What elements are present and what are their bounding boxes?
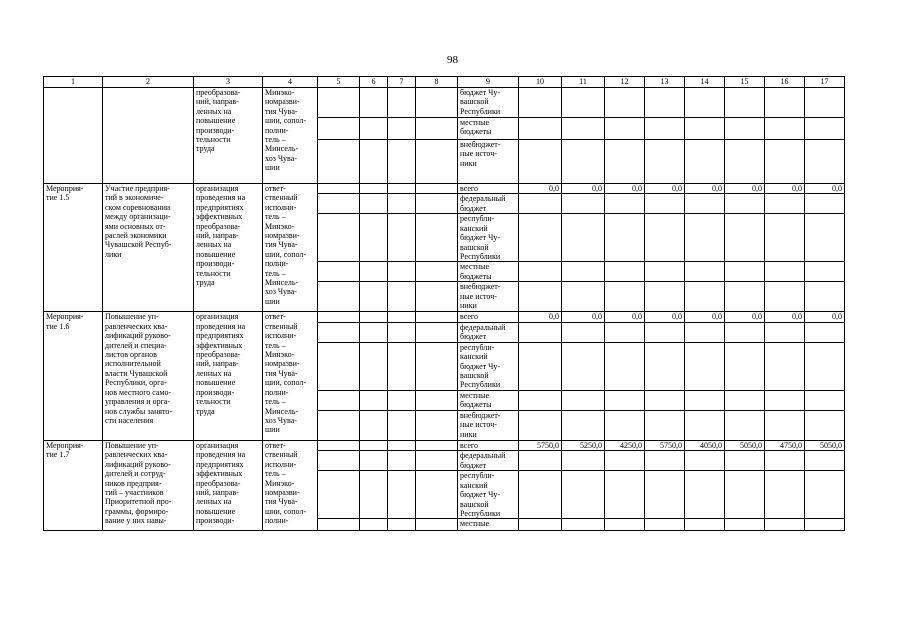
empty-cell (318, 118, 360, 140)
funding-amount-cell (765, 410, 805, 440)
funding-amount-cell (519, 262, 562, 282)
column-number: 6 (360, 77, 388, 88)
funding-amount-cell: 0,0 (605, 184, 645, 194)
funding-amount-cell (519, 282, 562, 312)
funding-amount-cell: 4050,0 (685, 440, 725, 450)
funding-amount-cell (805, 194, 845, 214)
funding-amount-cell (519, 519, 562, 531)
funding-amount-cell (725, 194, 765, 214)
funding-amount-cell (519, 322, 562, 342)
funding-amount-cell: 4250,0 (605, 440, 645, 450)
empty-cell (318, 410, 360, 440)
funding-amount-cell (805, 519, 845, 531)
funding-amount-cell (805, 322, 845, 342)
funding-amount-cell (645, 519, 685, 531)
funding-amount-cell (645, 194, 685, 214)
funding-amount-cell (765, 194, 805, 214)
empty-cell (360, 519, 388, 531)
empty-cell (416, 440, 458, 450)
column-number: 17 (805, 77, 845, 88)
funding-amount-cell (805, 342, 845, 390)
funding-amount-cell: 0,0 (645, 312, 685, 322)
funding-amount-cell (519, 410, 562, 440)
empty-cell (388, 184, 416, 194)
funding-amount-cell: 0,0 (685, 312, 725, 322)
funding-amount-cell (645, 322, 685, 342)
funding-amount-cell (685, 410, 725, 440)
empty-cell (562, 140, 605, 184)
measures-table (43, 76, 845, 531)
measure-executor-cell: Минэко- номразви- тия Чува- шии, сопол- полни- тель – Минсель- хоз Чува- шии (263, 88, 318, 184)
column-number: 14 (685, 77, 725, 88)
funding-source-cell: республи- канский бюджет Чу- вашской Республики (458, 214, 519, 262)
empty-cell (318, 262, 360, 282)
column-number: 11 (562, 77, 605, 88)
funding-amount-cell: 0,0 (605, 312, 645, 322)
funding-amount-cell: 0,0 (765, 312, 805, 322)
funding-amount-cell (765, 322, 805, 342)
empty-cell (519, 118, 562, 140)
funding-amount-cell (562, 342, 605, 390)
funding-amount-cell: 5050,0 (725, 440, 765, 450)
empty-cell (416, 184, 458, 194)
funding-amount-cell (725, 471, 765, 519)
empty-cell (416, 312, 458, 322)
funding-amount-cell (685, 342, 725, 390)
funding-amount-cell (725, 342, 765, 390)
funding-amount-cell (685, 214, 725, 262)
empty-cell (318, 140, 360, 184)
empty-cell (416, 451, 458, 471)
funding-amount-cell (685, 390, 725, 410)
empty-cell (360, 184, 388, 194)
page-number: 98 (447, 54, 458, 66)
funding-amount-cell (725, 410, 765, 440)
funding-source-cell: республи- канский бюджет Чу- вашской Республики (458, 471, 519, 519)
empty-cell (416, 342, 458, 390)
funding-amount-cell: 0,0 (725, 312, 765, 322)
funding-amount-cell (605, 390, 645, 410)
empty-cell (388, 194, 416, 214)
funding-amount-cell: 0,0 (519, 184, 562, 194)
empty-cell (318, 440, 360, 450)
column-number: 3 (194, 77, 263, 88)
funding-amount-cell: 0,0 (562, 312, 605, 322)
funding-amount-cell: 5750,0 (519, 440, 562, 450)
funding-amount-cell (562, 262, 605, 282)
column-number: 16 (765, 77, 805, 88)
measure-label-cell: Мероприя- тие 1.5 (44, 184, 103, 312)
empty-cell (360, 118, 388, 140)
funding-amount-cell (562, 451, 605, 471)
funding-amount-cell (562, 471, 605, 519)
funding-amount-cell (562, 214, 605, 262)
funding-source-cell: внебюджет- ные источ- ники (458, 282, 519, 312)
funding-source-cell: всего (458, 184, 519, 194)
funding-source-cell: местные (458, 519, 519, 531)
empty-cell (388, 519, 416, 531)
funding-amount-cell (805, 262, 845, 282)
funding-amount-cell (605, 262, 645, 282)
funding-amount-cell (645, 342, 685, 390)
funding-amount-cell (725, 519, 765, 531)
funding-amount-cell (605, 194, 645, 214)
empty-cell (645, 140, 685, 184)
measure-name-cell: Повышение уп- равленческих ква- лификаций руково- дителей и сотруд- ников предприя- тий – участников Приоритетной про- граммы, формиро- вание у них навы- (103, 440, 194, 530)
empty-cell (605, 118, 645, 140)
funding-amount-cell (765, 471, 805, 519)
funding-source-cell: местные бюджеты (458, 262, 519, 282)
funding-amount-cell (765, 282, 805, 312)
funding-amount-cell (519, 194, 562, 214)
measure-goal-cell: преобразова- ний, направ- ленных на повышение производи- тельности труда (194, 88, 263, 184)
funding-amount-cell (605, 342, 645, 390)
funding-source-cell: федеральный бюджет (458, 194, 519, 214)
empty-cell (416, 282, 458, 312)
column-number: 8 (416, 77, 458, 88)
empty-cell (318, 322, 360, 342)
funding-amount-cell: 0,0 (725, 184, 765, 194)
funding-amount-cell (645, 390, 685, 410)
continued-row (44, 88, 845, 118)
empty-cell (360, 282, 388, 312)
funding-amount-cell: 0,0 (645, 184, 685, 194)
measure-row (44, 440, 845, 450)
funding-source-cell: местные бюджеты (458, 390, 519, 410)
funding-source-cell: бюджет Чу- вашской Республики (458, 88, 519, 118)
empty-cell (388, 451, 416, 471)
empty-cell (416, 262, 458, 282)
measure-name-cell: Участие предприя- тий в экономиче- ском соревновании между организаци- ями основных от- раслей экономики Чувашской Респуб- лики (103, 184, 194, 312)
funding-amount-cell (685, 519, 725, 531)
funding-amount-cell (519, 451, 562, 471)
empty-cell (388, 390, 416, 410)
column-number: 2 (103, 77, 194, 88)
funding-amount-cell (562, 390, 605, 410)
funding-amount-cell (725, 282, 765, 312)
funding-amount-cell: 5250,0 (562, 440, 605, 450)
empty-cell (416, 194, 458, 214)
empty-cell (685, 140, 725, 184)
funding-source-cell: местные бюджеты (458, 118, 519, 140)
measure-executor-cell: ответ- ственный исполни- тель – Минэко- номразви- тия Чува- шии, сопол- полни- (263, 440, 318, 530)
funding-amount-cell (805, 471, 845, 519)
empty-cell (416, 140, 458, 184)
funding-amount-cell (805, 214, 845, 262)
funding-amount-cell (519, 342, 562, 390)
empty-cell (318, 312, 360, 322)
measure-goal-cell: организация проведения на предприятиях эффективных преобразова- ний, направ- ленных на повышение производи- тельности труда (194, 184, 263, 312)
funding-amount-cell (605, 471, 645, 519)
empty-cell (388, 312, 416, 322)
empty-cell (360, 471, 388, 519)
empty-cell (318, 471, 360, 519)
funding-amount-cell (765, 390, 805, 410)
empty-cell (519, 140, 562, 184)
funding-amount-cell (685, 282, 725, 312)
measure-goal-cell: организация проведения на предприятиях эффективных преобразова- ний, направ- ленных на повышение производи- (194, 440, 263, 530)
funding-amount-cell (605, 519, 645, 531)
funding-amount-cell: 5750,0 (645, 440, 685, 450)
empty-cell (318, 519, 360, 531)
empty-cell (388, 118, 416, 140)
funding-amount-cell (645, 471, 685, 519)
empty-cell (318, 282, 360, 312)
measure-row (44, 184, 845, 194)
empty-cell (416, 118, 458, 140)
column-number: 4 (263, 77, 318, 88)
measure-executor-cell: ответ- ственный исполни- тель – Минэко- номразви- тия Чува- шии, сопол- полни- тель – Минсель- хоз Чува- шии (263, 184, 318, 312)
empty-cell (318, 184, 360, 194)
funding-amount-cell (725, 322, 765, 342)
column-number: 7 (388, 77, 416, 88)
funding-amount-cell (805, 390, 845, 410)
funding-amount-cell (519, 471, 562, 519)
column-number-row (44, 77, 845, 88)
empty-cell (605, 140, 645, 184)
funding-amount-cell: 0,0 (685, 184, 725, 194)
empty-cell (318, 342, 360, 390)
empty-cell (519, 88, 562, 118)
funding-amount-cell (725, 390, 765, 410)
measure-name-cell: Повышение уп- равленческих ква- лификаций руково- дителей и специа- листов органов исполнительной власти Чувашской Республики, орга- нов местного само- управления и орга- нов службы занято- сти населения (103, 312, 194, 440)
empty-cell (685, 118, 725, 140)
funding-amount-cell (765, 262, 805, 282)
empty-cell (388, 410, 416, 440)
column-number: 10 (519, 77, 562, 88)
column-number: 5 (318, 77, 360, 88)
funding-amount-cell: 0,0 (805, 184, 845, 194)
empty-cell (725, 88, 765, 118)
funding-source-cell: всего (458, 440, 519, 450)
funding-amount-cell (685, 322, 725, 342)
funding-amount-cell (645, 282, 685, 312)
empty-cell (318, 390, 360, 410)
column-number: 13 (645, 77, 685, 88)
funding-amount-cell (562, 410, 605, 440)
funding-amount-cell (645, 410, 685, 440)
measure-label-cell (44, 88, 103, 184)
empty-cell (416, 390, 458, 410)
measure-goal-cell: организация проведения на предприятиях эффективных преобразова- ний, направ- ленных на повышение производи- тельности труда (194, 312, 263, 440)
empty-cell (805, 140, 845, 184)
measure-name-cell (103, 88, 194, 184)
funding-amount-cell (645, 451, 685, 471)
funding-source-cell: внебюджет- ные источ- ники (458, 140, 519, 184)
empty-cell (388, 214, 416, 262)
funding-amount-cell (519, 390, 562, 410)
funding-source-cell: федеральный бюджет (458, 451, 519, 471)
funding-source-cell: федеральный бюджет (458, 322, 519, 342)
measure-label-cell: Мероприя- тие 1.7 (44, 440, 103, 530)
empty-cell (360, 312, 388, 322)
funding-amount-cell (685, 471, 725, 519)
measure-row (44, 312, 845, 322)
empty-cell (765, 118, 805, 140)
funding-amount-cell (765, 214, 805, 262)
measure-label-cell: Мероприя- тие 1.6 (44, 312, 103, 440)
empty-cell (765, 88, 805, 118)
funding-source-cell: внебюджет- ные источ- ники (458, 410, 519, 440)
funding-amount-cell (725, 451, 765, 471)
empty-cell (645, 118, 685, 140)
empty-cell (765, 140, 805, 184)
funding-amount-cell (605, 451, 645, 471)
funding-amount-cell (605, 322, 645, 342)
empty-cell (416, 471, 458, 519)
empty-cell (360, 390, 388, 410)
funding-amount-cell: 0,0 (562, 184, 605, 194)
empty-cell (318, 194, 360, 214)
empty-cell (388, 88, 416, 118)
funding-source-cell: республи- канский бюджет Чу- вашской Республики (458, 342, 519, 390)
funding-amount-cell (805, 282, 845, 312)
funding-amount-cell (562, 282, 605, 312)
empty-cell (360, 342, 388, 390)
column-number: 1 (44, 77, 103, 88)
column-number: 9 (458, 77, 519, 88)
empty-cell (805, 118, 845, 140)
column-number: 15 (725, 77, 765, 88)
empty-cell (388, 471, 416, 519)
funding-source-cell: всего (458, 312, 519, 322)
funding-amount-cell (765, 342, 805, 390)
empty-cell (360, 262, 388, 282)
empty-cell (685, 88, 725, 118)
empty-cell (562, 88, 605, 118)
empty-cell (388, 262, 416, 282)
empty-cell (416, 519, 458, 531)
empty-cell (318, 451, 360, 471)
funding-amount-cell (645, 262, 685, 282)
funding-amount-cell (805, 410, 845, 440)
funding-amount-cell (562, 322, 605, 342)
funding-amount-cell: 4750,0 (765, 440, 805, 450)
funding-amount-cell: 0,0 (519, 312, 562, 322)
funding-amount-cell: 0,0 (765, 184, 805, 194)
empty-cell (562, 118, 605, 140)
measure-executor-cell: ответ- ственный исполни- тель – Минэко- номразви- тия Чува- шии, сопол- полни- тель – Минсель- хоз Чува- шии (263, 312, 318, 440)
empty-cell (388, 140, 416, 184)
funding-amount-cell (605, 214, 645, 262)
empty-cell (360, 451, 388, 471)
empty-cell (416, 214, 458, 262)
empty-cell (388, 322, 416, 342)
empty-cell (725, 118, 765, 140)
funding-amount-cell: 0,0 (805, 312, 845, 322)
funding-amount-cell (725, 262, 765, 282)
empty-cell (388, 342, 416, 390)
empty-cell (416, 88, 458, 118)
column-number: 12 (605, 77, 645, 88)
empty-cell (360, 88, 388, 118)
funding-amount-cell (805, 451, 845, 471)
empty-cell (388, 440, 416, 450)
empty-cell (645, 88, 685, 118)
funding-amount-cell: 5050,0 (805, 440, 845, 450)
funding-amount-cell (685, 194, 725, 214)
funding-amount-cell (725, 214, 765, 262)
funding-amount-cell (645, 214, 685, 262)
funding-amount-cell (765, 451, 805, 471)
empty-cell (360, 440, 388, 450)
funding-amount-cell (562, 194, 605, 214)
empty-cell (416, 322, 458, 342)
funding-amount-cell (562, 519, 605, 531)
empty-cell (360, 140, 388, 184)
empty-cell (605, 88, 645, 118)
funding-amount-cell (685, 451, 725, 471)
empty-cell (388, 282, 416, 312)
funding-amount-cell (605, 282, 645, 312)
empty-cell (725, 140, 765, 184)
funding-amount-cell (605, 410, 645, 440)
empty-cell (360, 322, 388, 342)
empty-cell (416, 410, 458, 440)
empty-cell (805, 88, 845, 118)
empty-cell (360, 194, 388, 214)
empty-cell (360, 214, 388, 262)
funding-amount-cell (685, 262, 725, 282)
empty-cell (360, 410, 388, 440)
empty-cell (318, 214, 360, 262)
funding-amount-cell (765, 519, 805, 531)
funding-amount-cell (519, 214, 562, 262)
empty-cell (318, 88, 360, 118)
